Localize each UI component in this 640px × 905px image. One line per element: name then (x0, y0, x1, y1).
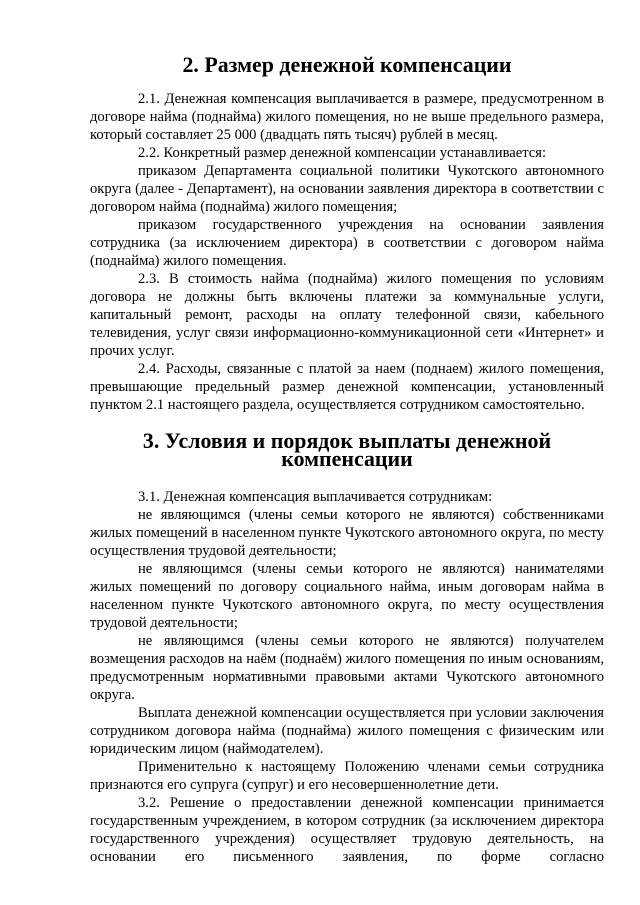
section-2-heading: 2. Размер денежной компенсации (182, 52, 512, 77)
paragraph-2-4: 2.4. Расходы, связанные с платой за наем (поднаем) жилого помещения, превышающие предельный размер денежной компенсации, установленный пунктом 2.1 настоящего раздела, осуществляется сотрудником самостоятельно. (90, 361, 604, 413)
paragraph-2-2: 2.2. Конкретный размер денежной компенсации устанавливается: (138, 145, 547, 161)
paragraph-3-1-condition: Выплата денежной компенсации осуществляется при условии заключения сотрудником договора найма (поднайма) жилого помещения с физическим или юридическим лицом (наймодателем). (90, 705, 604, 757)
paragraph-3-1-item-2: не являющимся (члены семьи которого не являются) нанимателями жилых помещений по договору социального найма, иным договорам найма в населенном пункте Чукотского автономного округа, по месту осуществления трудовой деятельности; (90, 561, 604, 631)
paragraph-2-1: 2.1. Денежная компенсация выплачивается в размере, предусмотренном в договоре найма (поднайма) жилого помещения, но не выше предельного размера, который составляет 25 000 (двадцать пять тысяч) рублей в месяц. (90, 91, 604, 143)
paragraph-2-3: 2.3. В стоимость найма (поднайма) жилого помещения по условиям договора не должны быть включены платежи за коммунальные услуги, капитальный ремонт, расходы на оплату телефонной связи, кабельного телевидения, услуг связи информационно-коммуникационной сети «Интернет» и прочих услуг. (90, 271, 604, 359)
document-page (90, 52, 604, 866)
section-3-heading: 3. Условия и порядок выплаты денежной компенсации (142, 428, 552, 471)
paragraph-3-1: 3.1. Денежная компенсация выплачивается сотрудникам: (138, 489, 493, 505)
paragraph-3-2: 3.2. Решение о предоставлении денежной компенсации принимается государственным учреждением, в котором сотрудник (за исключением директора государственного учреждения) осуществляет трудовую деятельность, на основании его письменного заявления, по форме согласно (90, 795, 604, 865)
paragraph-3-1-item-1: не являющимся (члены семьи которого не являются) собственниками жилых помещений в населенном пункте Чукотского автономного округа, по месту осуществления трудовой деятельности; (90, 507, 604, 559)
paragraph-2-2-item-1: приказом Департамента социальной политики Чукотского автономного округа (далее - Департамент), на основании заявления директора в соответствии с договором найма (поднайма) жилого помещения; (90, 163, 604, 215)
paragraph-3-1-item-3: не являющимся (члены семьи которого не являются) получателем возмещения расходов на наём (поднаём) жилого помещения по иным основаниям, предусмотренным нормативными правовыми актами Чукотского автономного округа. (90, 633, 604, 703)
paragraph-2-2-item-2: приказом государственного учреждения на основании заявления сотрудника (за исключением директора) в соответствии с договором найма (поднайма) жилого помещения. (90, 217, 604, 269)
paragraph-3-1-family-definition: Применительно к настоящему Положению членами семьи сотрудника признаются его супруга (супруг) и его несовершеннолетние дети. (90, 759, 604, 793)
